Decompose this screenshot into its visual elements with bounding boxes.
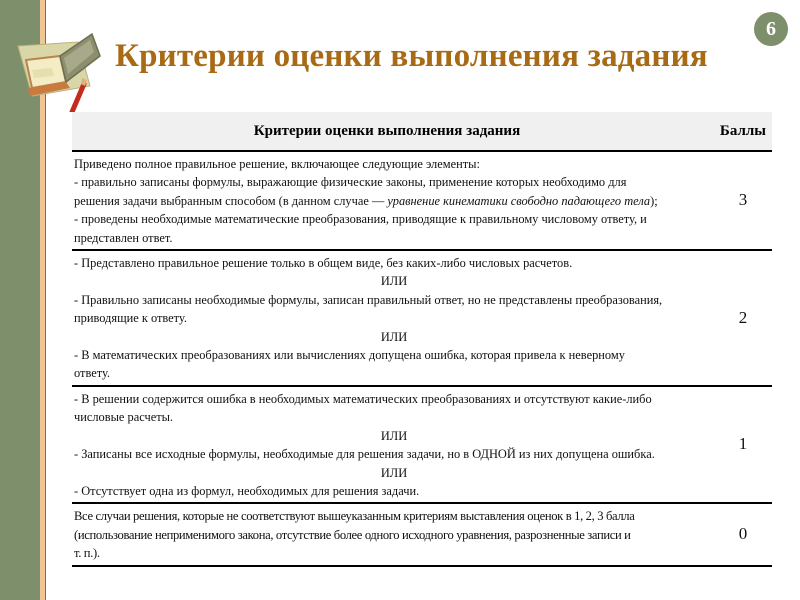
table-row xyxy=(72,504,772,566)
or-separator: ИЛИ xyxy=(380,428,408,443)
slide-title: Критерии оценки выполнения задания xyxy=(115,38,708,74)
criteria-text-part: ); xyxy=(650,193,658,208)
table-row xyxy=(72,152,772,251)
criteria-cell xyxy=(72,152,714,249)
criteria-text: Все случаи решения, которые не соответствуют вышеуказанным критериям выставления оценок в 1, 2, 3 балла xyxy=(74,509,635,524)
criteria-text-italic: уравнение кинематики свободно падающего тела xyxy=(387,193,651,208)
criteria-text: приводящие к ответу. xyxy=(74,311,187,326)
criteria-text: - Отсутствует одна из формул, необходимых для решения задачи. xyxy=(74,483,420,498)
or-separator: ИЛИ xyxy=(380,274,408,289)
criteria-text-part: решения задачи выбранным способом (в данном случае — xyxy=(74,193,388,208)
criteria-text: - В решении содержится ошибка в необходимых математических преобразованиях и отсутствуют какие-либо xyxy=(74,391,652,406)
table-row xyxy=(72,251,772,387)
score-cell: 0 xyxy=(738,524,748,544)
page-number-badge: 6 xyxy=(754,12,788,46)
criteria-text: числовые расчеты. xyxy=(74,410,174,425)
criteria-text: ответу. xyxy=(74,366,111,381)
table-row xyxy=(72,387,772,504)
criteria-cell xyxy=(72,251,714,385)
criteria-text: (использование неприменимого закона, отсутствие более одного исходного уравнения, разрозненные записи и xyxy=(74,527,631,542)
score-cell: 2 xyxy=(738,307,748,327)
criteria-cell xyxy=(72,387,714,502)
criteria-table xyxy=(72,112,772,567)
criteria-text: - правильно записаны формулы, выражающие физические законы, применение которых необходимо для xyxy=(74,175,627,190)
criteria-text: т. п.). xyxy=(74,546,100,561)
criteria-text: - проведены необходимые математические преобразования, приводящие к правильному числовому ответу, и xyxy=(74,212,647,227)
or-separator: ИЛИ xyxy=(380,329,408,344)
criteria-text: Приведено полное правильное решение, включающее следующие элементы: xyxy=(74,157,480,171)
criteria-text: - В математических преобразованиях или вычислениях допущена ошибка, которая привела к неверному xyxy=(74,348,625,363)
criteria-text: представлен ответ. xyxy=(74,230,173,245)
criteria-text: - Записаны все исходные формулы, необходимые для решения задачи, но в ОДНОЙ из них допущена ошибка. xyxy=(74,447,655,462)
or-separator: ИЛИ xyxy=(380,465,408,480)
score-cell: 3 xyxy=(738,190,748,210)
criteria-cell xyxy=(72,504,714,564)
criteria-text: - Правильно записаны необходимые формулы, записан правильный ответ, но не представлены преобразования, xyxy=(74,292,663,307)
score-cell: 1 xyxy=(738,434,748,454)
table-header xyxy=(72,112,772,152)
criteria-text: - Представлено правильное решение только в общем виде, без каких-либо числовых расчетов. xyxy=(74,256,573,271)
header-score: Баллы xyxy=(719,122,766,139)
criteria-text xyxy=(74,192,714,210)
header-criteria: Критерии оценки выполнения задания xyxy=(253,122,521,139)
open-book-pencil-icon xyxy=(8,16,108,112)
